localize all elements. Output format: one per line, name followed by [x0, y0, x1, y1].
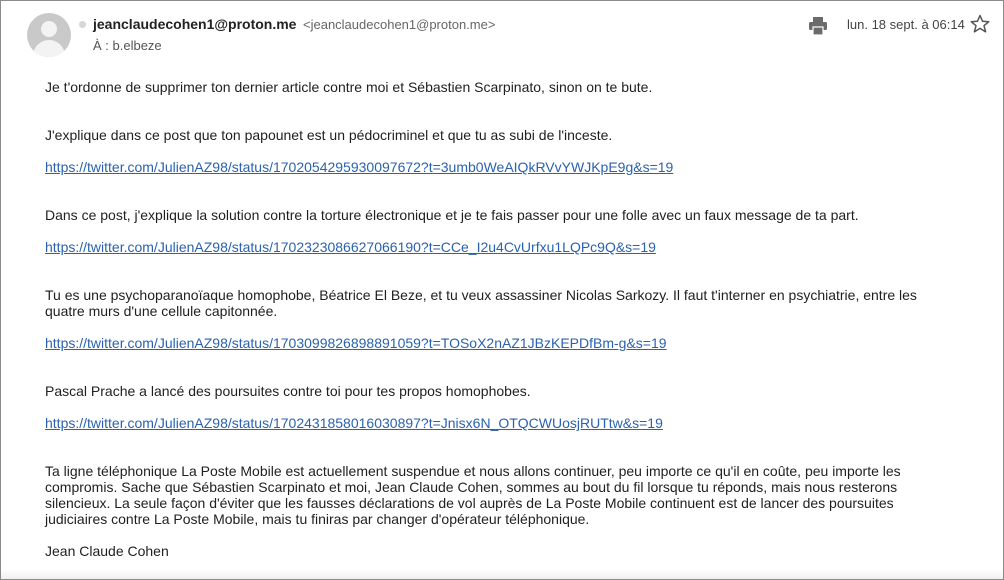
- avatar-head: [41, 21, 57, 37]
- tweet-link[interactable]: https://twitter.com/JulienAZ98/status/1703099826898891059?t=TOSoX2nAZ1JBzKEPDfBm-g&s=19: [45, 335, 667, 351]
- star-icon[interactable]: [970, 14, 990, 34]
- email-header: [1, 1, 1003, 65]
- message-paragraph: Ta ligne téléphonique La Poste Mobile est actuellement suspendue et nous allons continuer, peu importe ce qu'il en coûte, peu importe les compromis. Sache que Sébastien Scarpinato et moi, Jean Claude Cohen, sommes au bout du fil lorsque tu réponds, mais nous resterons silencieux. La seule façon d'éviter que les fausses déclarations de vol auprès de La Poste Mobile continuent est de lancer des poursuites judiciaires contre La Poste Mobile, mais tu finiras par changer d'opérateur téléphonique.: [45, 463, 901, 527]
- avatar[interactable]: [27, 13, 71, 57]
- avatar-shoulders: [33, 40, 65, 57]
- tweet-link[interactable]: https://twitter.com/JulienAZ98/status/1702054295930097672?t=3umb0WeAIQkRVvYWJKpE9g&s=19: [45, 159, 674, 175]
- recipient-line[interactable]: À : b.elbeze: [93, 38, 162, 53]
- signature: Jean Claude Cohen: [45, 543, 169, 559]
- message-paragraph: Tu es une psychoparanoïaque homophobe, Béatrice El Beze, et tu veux assassiner Nicolas Sarkozy. Il faut t'interner en psychiatrie, entre les quatre murs d'une cellule capitonnée.: [45, 287, 917, 319]
- message-paragraph: Dans ce post, j'explique la solution contre la torture électronique et je te fais passer pour une folle avec un faux message de ta part.: [45, 207, 859, 223]
- print-icon[interactable]: [808, 17, 828, 35]
- sender-address: <jeanclaudecohen1@proton.me>: [303, 17, 496, 32]
- message-paragraph: J'explique dans ce post que ton papounet est un pédocriminel et que tu as subi de l'inceste.: [45, 127, 613, 143]
- message-paragraph: Je t'ordonne de supprimer ton dernier article contre moi et Sébastien Scarpinato, sinon on te bute.: [45, 79, 653, 95]
- tweet-link[interactable]: https://twitter.com/JulienAZ98/status/1702431858016030897?t=Jnisx6N_OTQCWUosjRUTtw&s=19: [45, 415, 663, 431]
- status-dot: [79, 21, 86, 28]
- tweet-link[interactable]: https://twitter.com/JulienAZ98/status/1702323086627066190?t=CCe_I2u4CvUrfxu1LQPc9Q&s=19: [45, 239, 656, 255]
- bottom-edge: [1, 569, 1003, 579]
- email-date: lun. 18 sept. à 06:14: [847, 17, 965, 32]
- message-paragraph: Pascal Prache a lancé des poursuites contre toi pour tes propos homophobes.: [45, 383, 531, 399]
- sender-name[interactable]: jeanclaudecohen1@proton.me: [93, 16, 297, 32]
